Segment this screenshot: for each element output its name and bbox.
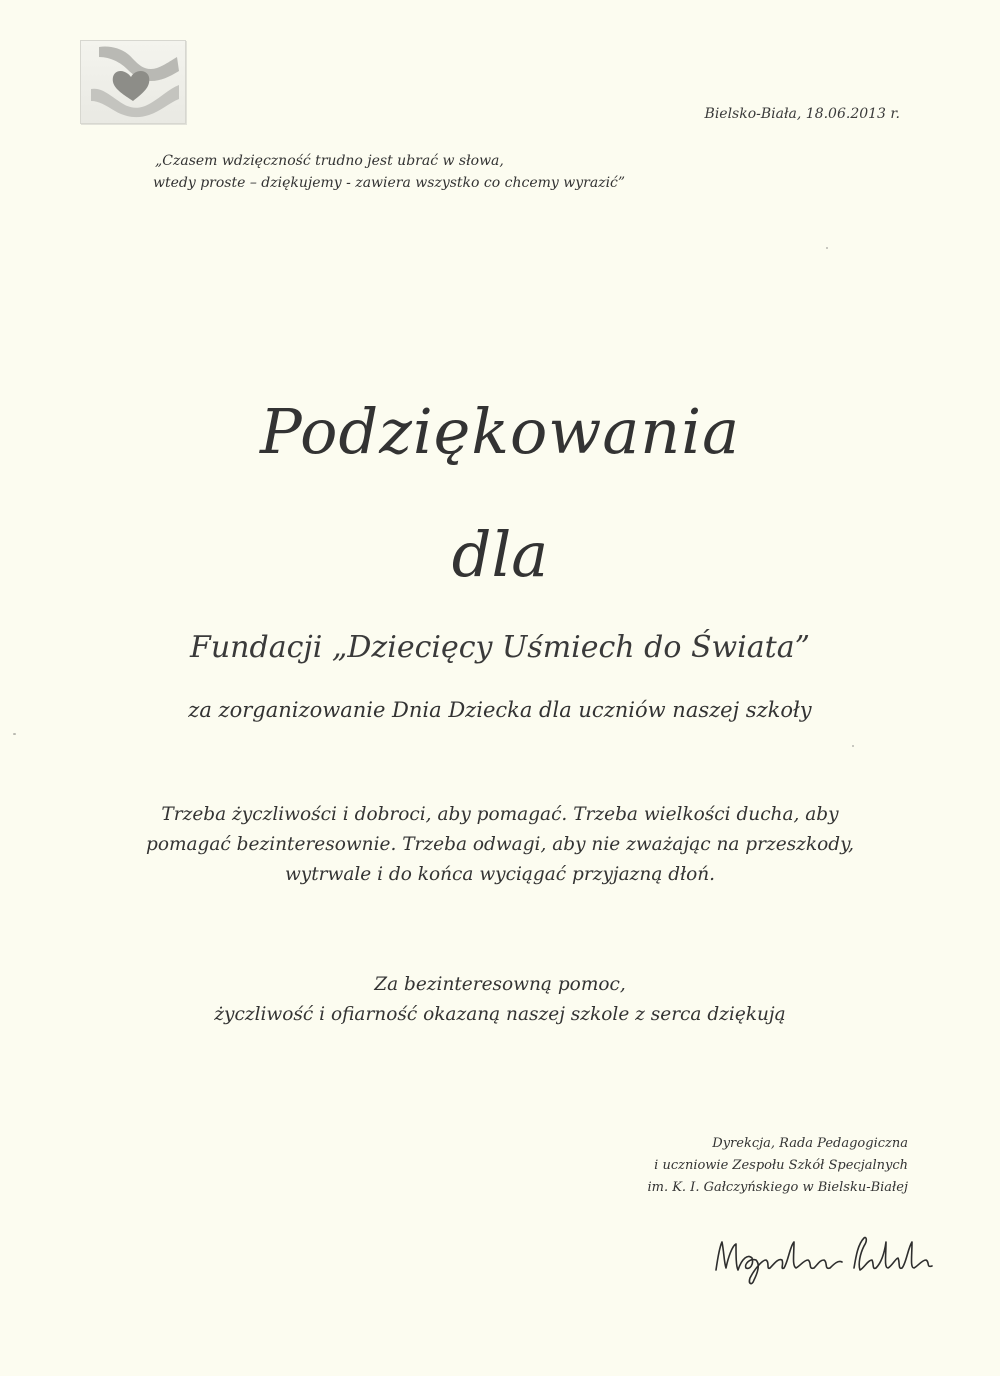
thanks-line-1: Za bezinteresowną pomoc,	[374, 974, 626, 995]
scan-speck	[826, 247, 828, 249]
sender-line-1: Dyrekcja, Rada Pedagogiczna	[712, 1136, 908, 1151]
quote-line-1: Trzeba życzliwości i dobroci, aby pomagać. Trzeba wielkości ducha, aby	[161, 804, 839, 825]
sender-block	[647, 1133, 908, 1199]
document-title: Podziękowania	[259, 395, 741, 468]
motto-line-1: „Czasem wdzięczność trudno jest ubrać w słowa,	[155, 153, 504, 169]
sender-line-3: im. K. I. Gałczyńskiego w Bielsku-Białej	[647, 1180, 908, 1195]
motto-line-2: wtedy proste – dziękujemy - zawiera wszystko co chcemy wyrazić”	[153, 175, 626, 191]
place-date: Bielsko-Biała, 18.06.2013 r.	[704, 106, 900, 122]
recipient-name: Fundacji „Dziecięcy Uśmiech do Świata”	[190, 630, 810, 665]
thanks-paragraph	[0, 970, 1000, 1030]
scan-speck	[13, 733, 16, 735]
thanks-line-2: życzliwość i ofiarność okazaną naszej szkole z serca dziękują	[214, 1004, 786, 1025]
quote-line-2: pomagać bezinteresownie. Trzeba odwagi, aby nie zważając na przeszkody,	[146, 834, 854, 855]
document-subtitle: dla	[451, 518, 549, 591]
quote-line-3: wytrwale i do końca wyciągać przyjazną dłoń.	[284, 864, 716, 885]
scan-speck	[852, 745, 854, 747]
recipient-reason: za zorganizowanie Dnia Dziecka dla uczniów naszej szkoły	[188, 698, 812, 722]
hands-holding-heart-icon	[80, 40, 186, 124]
motto	[155, 150, 625, 194]
handwritten-signature	[708, 1228, 938, 1288]
quote-paragraph	[0, 800, 1000, 890]
sender-line-2: i uczniowie Zespołu Szkół Specjalnych	[654, 1158, 908, 1173]
